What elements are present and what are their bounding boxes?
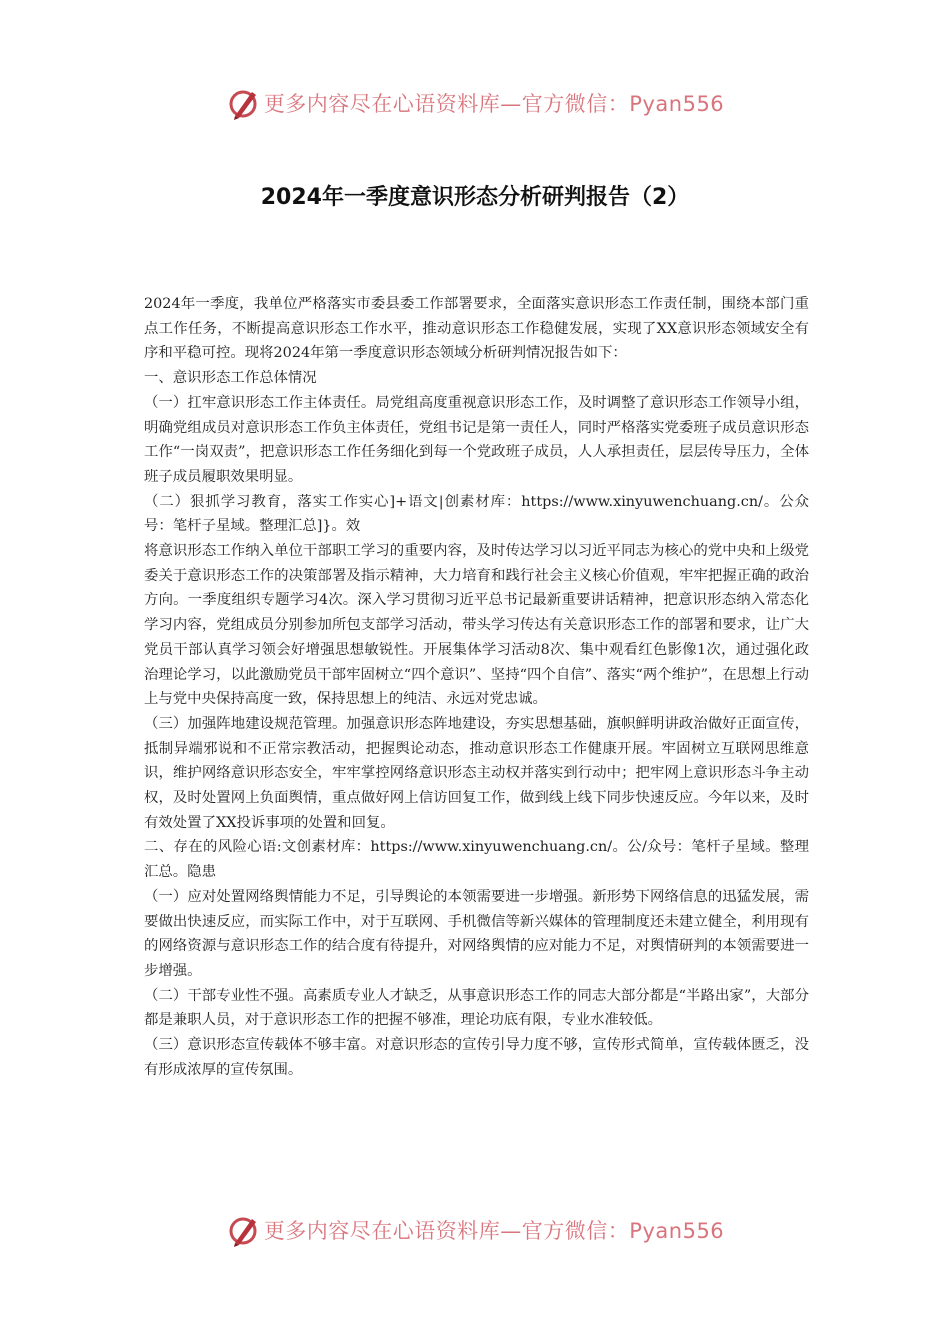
paragraph-intro: 2024年一季度，我单位严格落实市委县委工作部署要求，全面落实意识形态工作责任制，围绕本部门重点工作任务，不断提高意识形态工作水平，推动意识形态工作稳健发展，实现了XX意识形态领域安全有序和平稳可控。现将2024年第一季度意识形态领域分析研判情况报告如下：: [144, 296, 809, 362]
paragraph-2-3: （三）意识形态宣传载体不够丰富。对意识形态的宣传引导力度不够，宣传形式简单，宣传载体匮乏，没有形成浓厚的宣传氛围。: [144, 1037, 809, 1078]
paragraph-1-3: （三）加强阵地建设规范管理。加强意识形态阵地建设，夯实思想基础，旗帜鲜明讲政治做好正面宣传，抵制异端邪说和不正常宗教活动，把握舆论动态，推动意识形态工作健康开展。牢固树立互联网思维意识，维护网络意识形态安全，牢牢掌控网络意识形态主动权并落实到行动中；把牢网上意识形态斗争主动权，及时处置网上负面舆情，重点做好网上信访回复工作，做到线上线下同步快速反应。今年以来，及时有效处置了XX投诉事项的处置和回复。: [144, 715, 809, 831]
footer-watermark: [0, 1210, 950, 1250]
paragraph-1-2: 将意识形态工作纳入单位干部职工学习的重要内容，及时传达学习以习近平同志为核心的党中央和上级党委关于意识形态工作的决策部署及指示精神，大力培育和践行社会主义核心价值观，牢牢把握正确的政治方向。一季度组织专题学习4次。深入学习贯彻习近平总书记最新重要讲话精神，把意识形态纳入常态化学习内容，党组成员分别参加所包支部学习活动，带头学习传达有关意识形态工作的部署和要求，让广大党员干部认真学习领会好增强思想敏锐性。开展集体学习活动8次、集中观看红色影像1次，通过强化政治理论学习，以此激励党员干部牢固树立“四个意识”、坚持“四个自信”、落实“两个维护”，在思想上行动上与党中央保持高度一致，保持思想上的纯洁、永远对党忠诚。: [144, 543, 809, 708]
section-heading-1: 一、意识形态工作总体情况: [144, 370, 317, 387]
paragraph-2-1: （一）应对处置网络舆情能力不足，引导舆论的本领需要进一步增强。新形势下网络信息的迅猛发展，需要做出快速反应，而实际工作中，对于互联网、手机微信等新兴媒体的管理制度还未建立健全，利用现有的网络资源与意识形态工作的结合度有待提升，对网络舆情的应对能力不足，对舆情研判的本领需要进一步增强。: [144, 888, 809, 979]
watermark-text: 更多内容尽在心语资料库—官方微信：Pyan556: [263, 92, 725, 116]
paragraph-2-2: （二）干部专业性不强。高素质专业人才缺乏，从事意识形态工作的同志大部分都是“半路出家”，大部分都是兼职人员，对于意识形态工作的把握不够准，理论功底有限，专业水准较低。: [144, 987, 809, 1029]
pen-logo-icon: [226, 1213, 260, 1247]
section-heading-2: 二、存在的风险心语:文创素材库：https://www.xinyuwenchuang.cn/。公/众号：笔杆子星域。整理汇总。隐患: [144, 839, 809, 881]
watermark-text: 更多内容尽在心语资料库—官方微信：Pyan556: [263, 1219, 725, 1243]
paragraph-1-1: （一）扛牢意识形态工作主体责任。局党组高度重视意识形态工作，及时调整了意识形态工作领导小组，明确党组成员对意识形态工作负主体责任，党组书记是第一责任人，同时严格落实党委班子成员意识形态工作“一岗双责”，把意识形态工作任务细化到每一个党政班子成员，人人承担责任，层层传导压力，全体班子成员履职效果明显。: [144, 394, 809, 485]
document-title: 2024年一季度意识形态分析研判报告（2）: [260, 185, 690, 210]
document-body: [144, 292, 809, 1083]
paragraph-1-2-heading: （二）狠抓学习教育，落实工作实心]+语文|创素材库：https://www.xinyuwenchuang.cn/。公众号：笔杆子星域。整理汇总]}。效: [144, 493, 809, 535]
header-watermark: [0, 83, 950, 123]
pen-logo-icon: [226, 86, 260, 120]
